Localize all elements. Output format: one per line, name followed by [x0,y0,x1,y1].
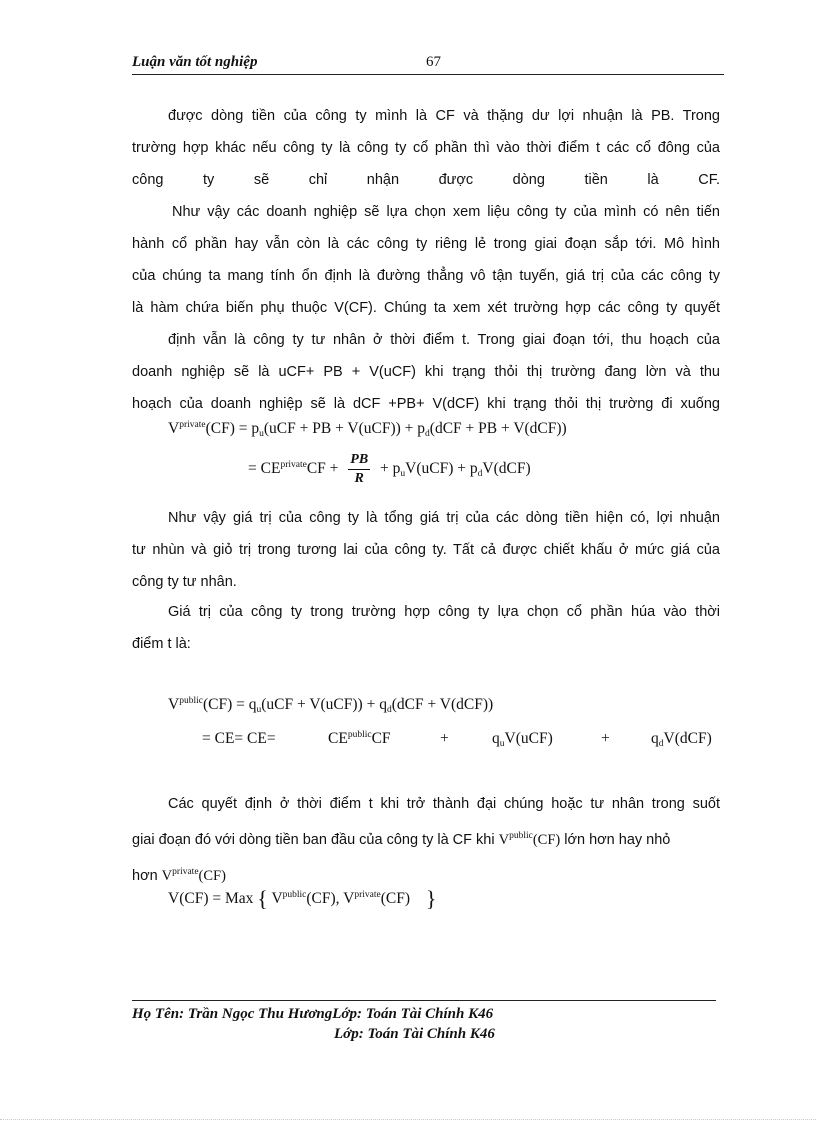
page-number: 67 [426,54,441,70]
text-line: hành cổ phần hay vẫn còn là các công ty riêng lẻ trong giai đoạn sắp tới. Mô hình [132,236,720,252]
formula-plus-1: + [440,730,449,747]
formula-qu-term: $q_uV(uCF)$ [492,730,553,749]
formula-public-ce-term: $CE^{public}CF$ [328,730,391,747]
fraction-pb-over-r: $\frac{PB}{R}$ [350,452,369,486]
footer-author: Họ Tên: Trần Ngọc Thu HươngLớp: Toán Tài Chính K46 [132,1006,494,1022]
text-line: là hàm chứa biến phụ thuộc V(CF). Chúng ta xem xét trường hợp các công ty quyết [132,300,720,316]
text-line: Giá trị của công ty trong trường hợp công ty lựa chọn cổ phần húa vào thời [168,604,720,620]
formula-public-line-1: $V^{public}(CF) = q_u(uCF + V(uCF)) + q_d(dCF + V(dCF))$ [168,696,494,715]
footer-class: Lớp: Toán Tài Chính K46 [334,1026,495,1042]
text-line: trường hợp khác nếu công ty là công ty cổ phần thì vào thời điểm t các cổ đông của [132,140,720,156]
inline-v-public: $V^{public}(CF)$ [498,831,561,848]
text-line: công ty tư nhân. [132,574,237,590]
text-line: Như vậy các doanh nghiệp sẽ lựa chọn xem liệu công ty của mình có nên tiến [172,204,720,220]
text-line: công ty sẽ chỉ nhận được dòng tiền là CF. [132,172,720,188]
page-header [132,52,724,75]
formula-plus-2: + [601,730,610,747]
text-line: hơn $V^{private}(CF)$ [132,867,226,884]
paragraph-4 [132,596,720,660]
text-line: giai đoạn đó với dòng tiền ban đầu của công ty là CF khi $V^{public}(CF)$ lớn hơn hay nhỏ [132,831,671,848]
footer-rule [132,1000,716,1001]
formula-public-line-2: = CE= CE= [202,730,276,747]
text-line: hoạch của doanh nghiệp sẽ là dCF +PB+ V(dCF) khi trạng thỏi thị trường đi xuống [132,396,720,412]
formula-max: V(CF) = Max { $V^{public}(CF)$, $V^{private}(CF)$ } [168,886,437,911]
formula-private-line-1: $V^{private}(CF) = p_u(uCF$ + PB + $V(uCF)) + p_d(dCF$ + PB + V(dCF)) [168,420,567,439]
paragraph-2 [132,196,720,420]
text-line: doanh nghiệp sẽ là uCF+ PB + V(uCF) khi trạng thỏi thị trường đang lờn và thu [132,364,720,380]
text-line: điểm t là: [132,636,191,652]
paragraph-3 [132,502,720,598]
header-title: Luận văn tốt nghiệp [132,54,258,70]
formula-private-line-2: = $CE^{private}CF$ + $\frac{PB}{R}$ + $p_uV(uCF) + p_dV(dCF)$ [248,452,531,486]
page-edge [0,1119,816,1120]
formula-qd-term: $q_dV(dCF)$ [651,730,712,749]
text-line: tư nhùn và giỏ trị trong tương lai của công ty. Tất cả được chiết khấu ở mức giá của [132,542,720,558]
text-line: của chúng ta mang tính ổn định là đường thẳng vô tận tuyến, giá trị của các công ty [132,268,720,284]
text-line: Như vậy giá trị của công ty là tổng giá trị của các dòng tiền hiện có, lợi nhuận [168,510,720,526]
text-line: Các quyết định ở thời điểm t khi trở thành đại chúng hoặc tư nhân trong suốt [168,796,720,812]
paragraph-5 [132,788,720,892]
text-line: được dòng tiền của công ty mình là CF và thặng dư lợi nhuận là PB. Trong [168,108,720,124]
inline-v-private: $V^{private}(CF)$ [161,867,226,884]
text-line: định vẫn là công ty tư nhân ở thời điểm t. Trong giai đoạn tới, thu hoạch của [168,332,720,348]
paragraph-1 [132,100,720,196]
